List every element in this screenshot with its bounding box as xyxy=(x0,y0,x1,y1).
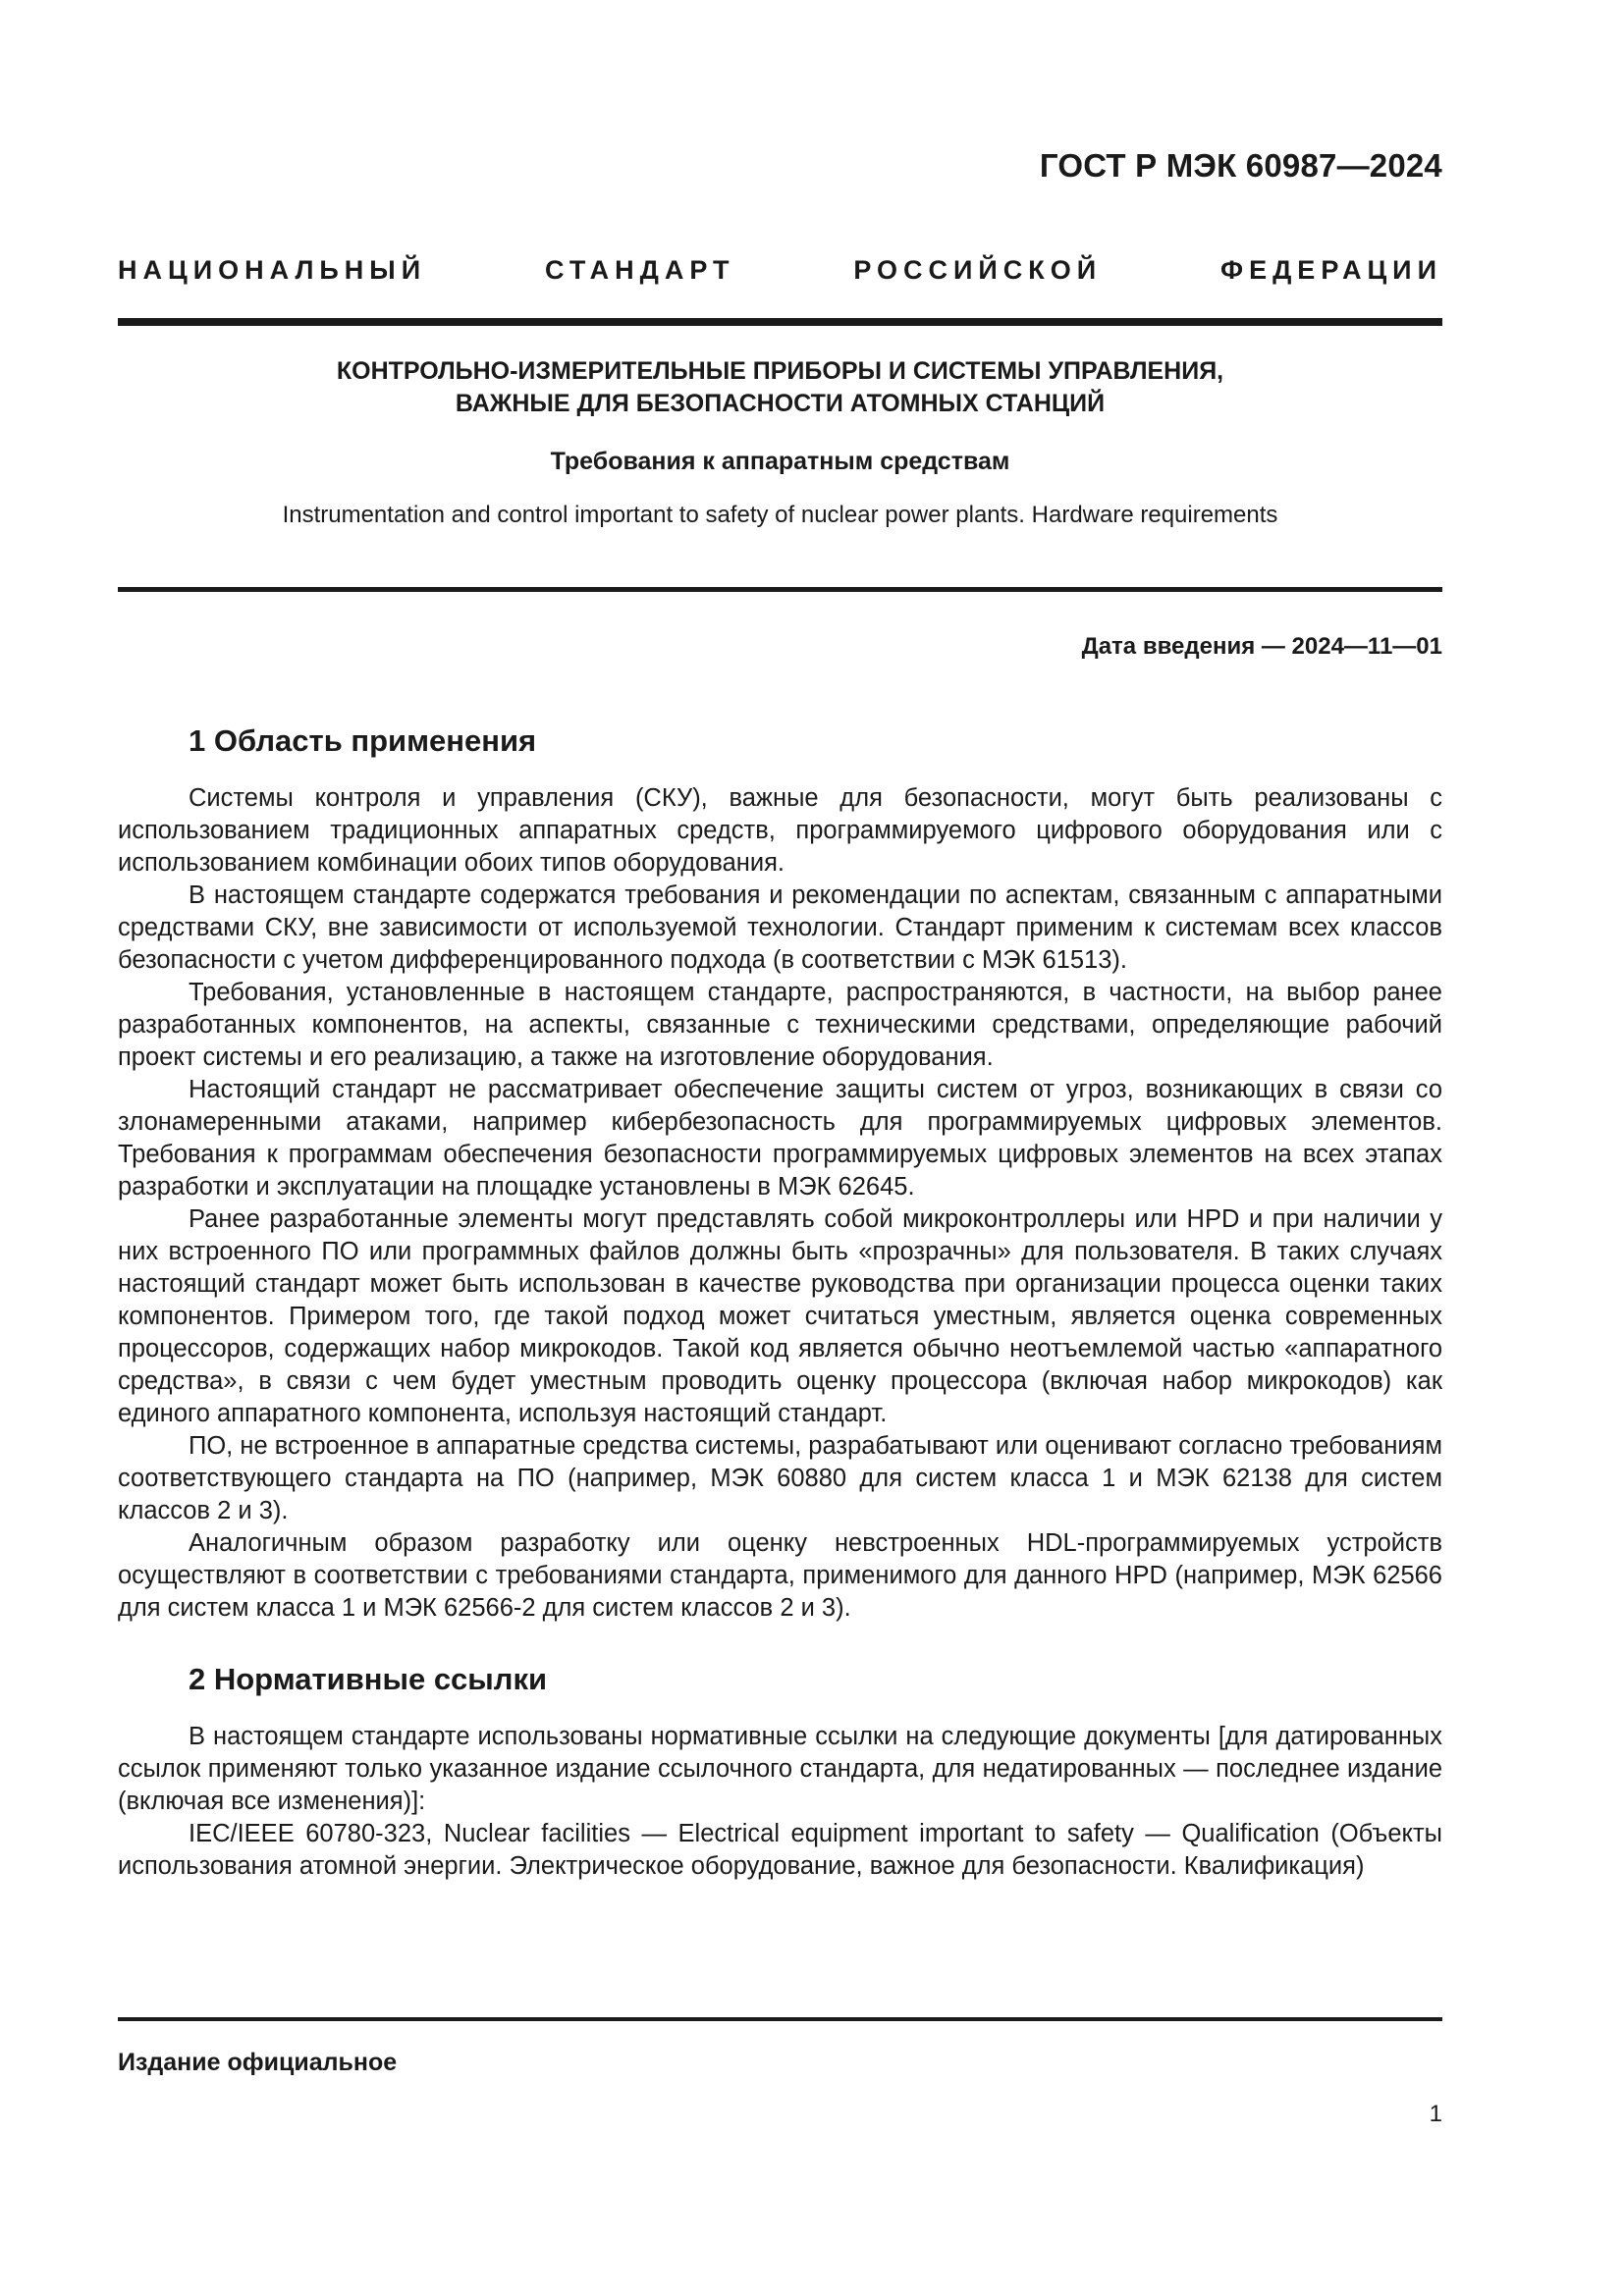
page-number: 1 xyxy=(1429,2101,1442,2127)
document-title xyxy=(118,355,1442,420)
paragraph: В настоящем стандарте содержатся требования и рекомендации по аспектам, связанным с аппаратными средствами СКУ, вне зависимости от используемой технологии. Стандарт применим к системам всех классов безопасности с учетом дифференцированного подхода (в соответствии с МЭК 61513). xyxy=(118,881,1442,974)
document-subtitle: Требования к аппаратным средствам xyxy=(550,448,1010,475)
title-line-1: КОНТРОЛЬНО-ИЗМЕРИТЕЛЬНЫЕ ПРИБОРЫ И СИСТЕМЫ УПРАВЛЕНИЯ, xyxy=(336,357,1224,385)
footer-divider xyxy=(118,2017,1442,2021)
paragraph: Системы контроля и управления (СКУ), важные для безопасности, могут быть реализованы с использованием традиционных аппаратных средств, программируемого цифрового оборудования или с использованием комбинации обоих типов оборудования. xyxy=(118,784,1442,877)
section-2-heading: 2 Нормативные ссылки xyxy=(189,1662,548,1696)
official-edition-label: Издание официальное xyxy=(118,2049,398,2076)
document-body xyxy=(118,721,1442,1883)
title-line-2: ВАЖНЫЕ ДЛЯ БЕЗОПАСНОСТИ АТОМНЫХ СТАНЦИЙ xyxy=(455,390,1106,417)
paragraph: В настоящем стандарте использованы нормативные ссылки на следующие документы [для датированных ссылок применяют только указанное издание ссылочного стандарта, для недатированных — последнее издание (включая все изменения)]: xyxy=(118,1723,1442,1815)
standard-number: ГОСТ Р МЭК 60987—2024 xyxy=(1039,147,1442,184)
paragraph: Аналогичным образом разработку или оценку невстроенных HDL-программируемых устройств осуществляют в соответствии с требованиями стандарта, применимого для данного HPD (например, МЭК 62566 для систем класса 1 и МЭК 62566-2 для систем классов 2 и 3). xyxy=(118,1529,1442,1622)
title-block xyxy=(118,355,1442,529)
section-1-heading: 1 Область применения xyxy=(189,723,537,758)
paragraph: ПО, не встроенное в аппаратные средства системы, разрабатывают или оценивают согласно требованиям соответствующего стандарта на ПО (например, МЭК 60880 для систем класса 1 и МЭК 62138 для систем классов 2 и 3). xyxy=(118,1432,1442,1524)
reference-entry: IEC/IEEE 60780-323, Nuclear facilities — Electrical equipment important to safety — Qualification (Объекты использования атомной энергии. Электрическое оборудование, важное для безопасности. Квалификация) xyxy=(118,1820,1442,1880)
paragraph: Ранее разработанные элементы могут представлять собой микроконтроллеры или HPD и при наличии у них встроенного ПО или программных файлов должны быть «прозрачны» для пользователя. В таких случаях настоящий стандарт может быть использован в качестве руководства при организации процесса оценки таких компонентов. Примером того, где такой подход может считаться уместным, является оценка современных процессоров, содержащих набор микрокодов. Такой код является обычно неотъемлемой частью «аппаратного средства», в связи с чем будет уместным проводить оценку процессора (включая набор микрокодов) как единого аппаратного компонента, используя настоящий стандарт. xyxy=(118,1205,1442,1427)
national-standard-banner: НАЦИОНАЛЬНЫЙ СТАНДАРТ РОССИЙСКОЙ ФЕДЕРАЦИИ xyxy=(118,255,1442,285)
introduction-date: Дата введения — 2024—11—01 xyxy=(1081,633,1442,660)
top-divider xyxy=(118,318,1442,326)
middle-divider xyxy=(118,587,1442,592)
paragraph: Требования, установленные в настоящем стандарте, распространяются, в частности, на выбор ранее разработанных компонентов, на аспекты, связанные с техническими средствами, определяющие рабочий проект системы и его реализацию, а также на изготовление оборудования. xyxy=(118,979,1442,1071)
english-title: Instrumentation and control important to safety of nuclear power plants. Hardware requirements xyxy=(282,502,1278,528)
paragraph: Настоящий стандарт не рассматривает обеспечение защиты систем от угроз, возникающих в связи со злонамеренными атаками, например кибербезопасность для программируемых цифровых элементов. Требования к программам обеспечения безопасности программируемых цифровых элементов на всех этапах разработки и эксплуатации на площадке установлены в МЭК 62645. xyxy=(118,1076,1442,1201)
